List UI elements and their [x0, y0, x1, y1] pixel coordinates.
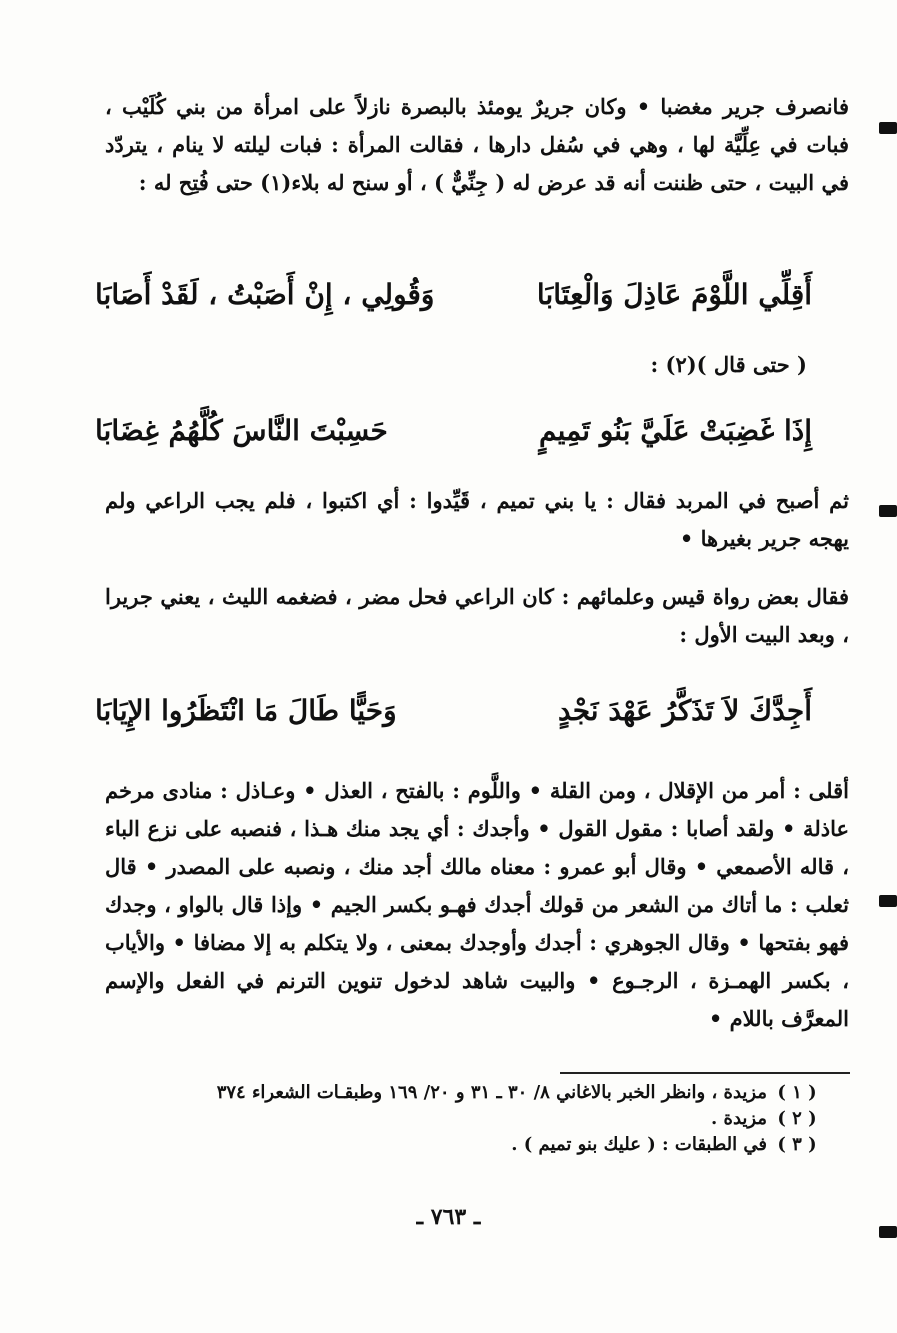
footnote-3 — [105, 1132, 827, 1158]
verse-3-second-hemistich: وَحَيًّا طَالَ مَا انْتَظَرُوا الإِيَابَا — [95, 693, 397, 727]
verse-2-intro: ( حتى قال )(٢) : — [650, 352, 807, 377]
verse-1 — [95, 264, 812, 324]
footnote-1 — [105, 1080, 827, 1106]
footnote-1-number: ( ١ ) — [777, 1082, 817, 1103]
verse-2-second-hemistich: حَسِبْتَ النَّاسَ كُلَّهُمُ غِضَابَا — [95, 413, 388, 447]
margin-mark — [879, 122, 897, 134]
footnote-1-text: مزيدة ، وانظر الخبر بالاغاني ٨/ ٣٠ ـ ٣١ و ٢٠/ ١٦٩ وطبقـات الشعراء ٣٧٤ — [216, 1082, 767, 1103]
verse-3 — [95, 680, 812, 740]
margin-mark — [879, 1226, 897, 1238]
paragraph-1: فانصرف جرير مغضبا • وكان جريرٌ يومئذ بالبصرة نازلاً على امرأة من بني كُلَيْب ، فبات في عِلِّيَّة لها ، وهي في سُفل دارها ، فقالت المرأة : فبات ليلته لا ينام ، يتردّد في البيت ، حتى ظننت أنه قد عرض له ( جِنِّيٌّ ) ، أو سنح له بلاء(١) حتى فُتِح له : — [105, 94, 849, 195]
footnotes — [105, 1080, 827, 1158]
verse-3-first-hemistich: أَجِدَّكَ لاَ تَذَكَّرُ عَهْدَ نَجْدٍ — [558, 693, 812, 727]
margin-mark — [879, 505, 897, 517]
paragraph-3: فقال بعض رواة قيس وعلمائهم : كان الراعي فحل مضر ، فضغمه الليث ، يعني جريرا ، وبعد البيت الأول : — [105, 584, 849, 647]
commentary-paragraph: أقلى : أمر من الإقلال ، ومن القلة • واللَّوم : بالفتح ، العذل • وعـاذل : منادى مرخم عاذلة • ولقد أصابا : مقول القول • وأجدك : أي يجد منك هـذا ، فنصبه على نزع الباء ، قاله الأصمعي • وقال أبو عمرو : معناه مالك أجد منك ، ونصبه على المصدر • قال ثعلب : ما أتاك من الشعر من قولك أجدك فهـو بكسر الجيم • وإذا قال بالواو ، وجدك فهو بفتحها • وقال الجوهري : أجدك وأوجدك بمعنى ، ولا يتكلم به إلا مضافا • والأياب ، بكسر الهمـزة ، الرجـوع • والبيت شاهد لدخول تنوين الترنم في الفعل والإسم المعرَّف باللام • — [105, 778, 849, 1031]
footnote-2-number: ( ٢ ) — [777, 1108, 817, 1129]
verse-1-first-hemistich: أَقِلِّي اللَّوْمَ عَاذِلَ وَالْعِتَابَا — [536, 277, 812, 311]
verse-1-second-hemistich: وَقُولِي ، إِنْ أَصَبْتُ ، لَقَدْ أَصَابَا — [95, 277, 435, 311]
footnote-2-text: مزيدة . — [711, 1108, 767, 1129]
verse-2 — [95, 400, 812, 460]
footnote-separator — [560, 1072, 850, 1074]
footnote-2 — [105, 1106, 827, 1132]
paragraph-2: ثم أصبح في المربد فقال : يا بني تميم ، قَيِّدوا : أي اكتبوا ، فلم يجب الراعي ولم يهجه جرير بغيرها • — [105, 488, 849, 551]
margin-mark — [879, 895, 897, 907]
footnote-3-number: ( ٣ ) — [777, 1134, 817, 1155]
verse-2-first-hemistich: إِذَا غَضِبَتْ عَلَيَّ بَنُو تَمِيمٍ — [539, 413, 812, 447]
page-number: ـ ٧٦٣ ـ — [416, 1204, 481, 1230]
footnote-3-text: في الطبقات : ( عليك بنو تميم ) . — [511, 1134, 767, 1155]
